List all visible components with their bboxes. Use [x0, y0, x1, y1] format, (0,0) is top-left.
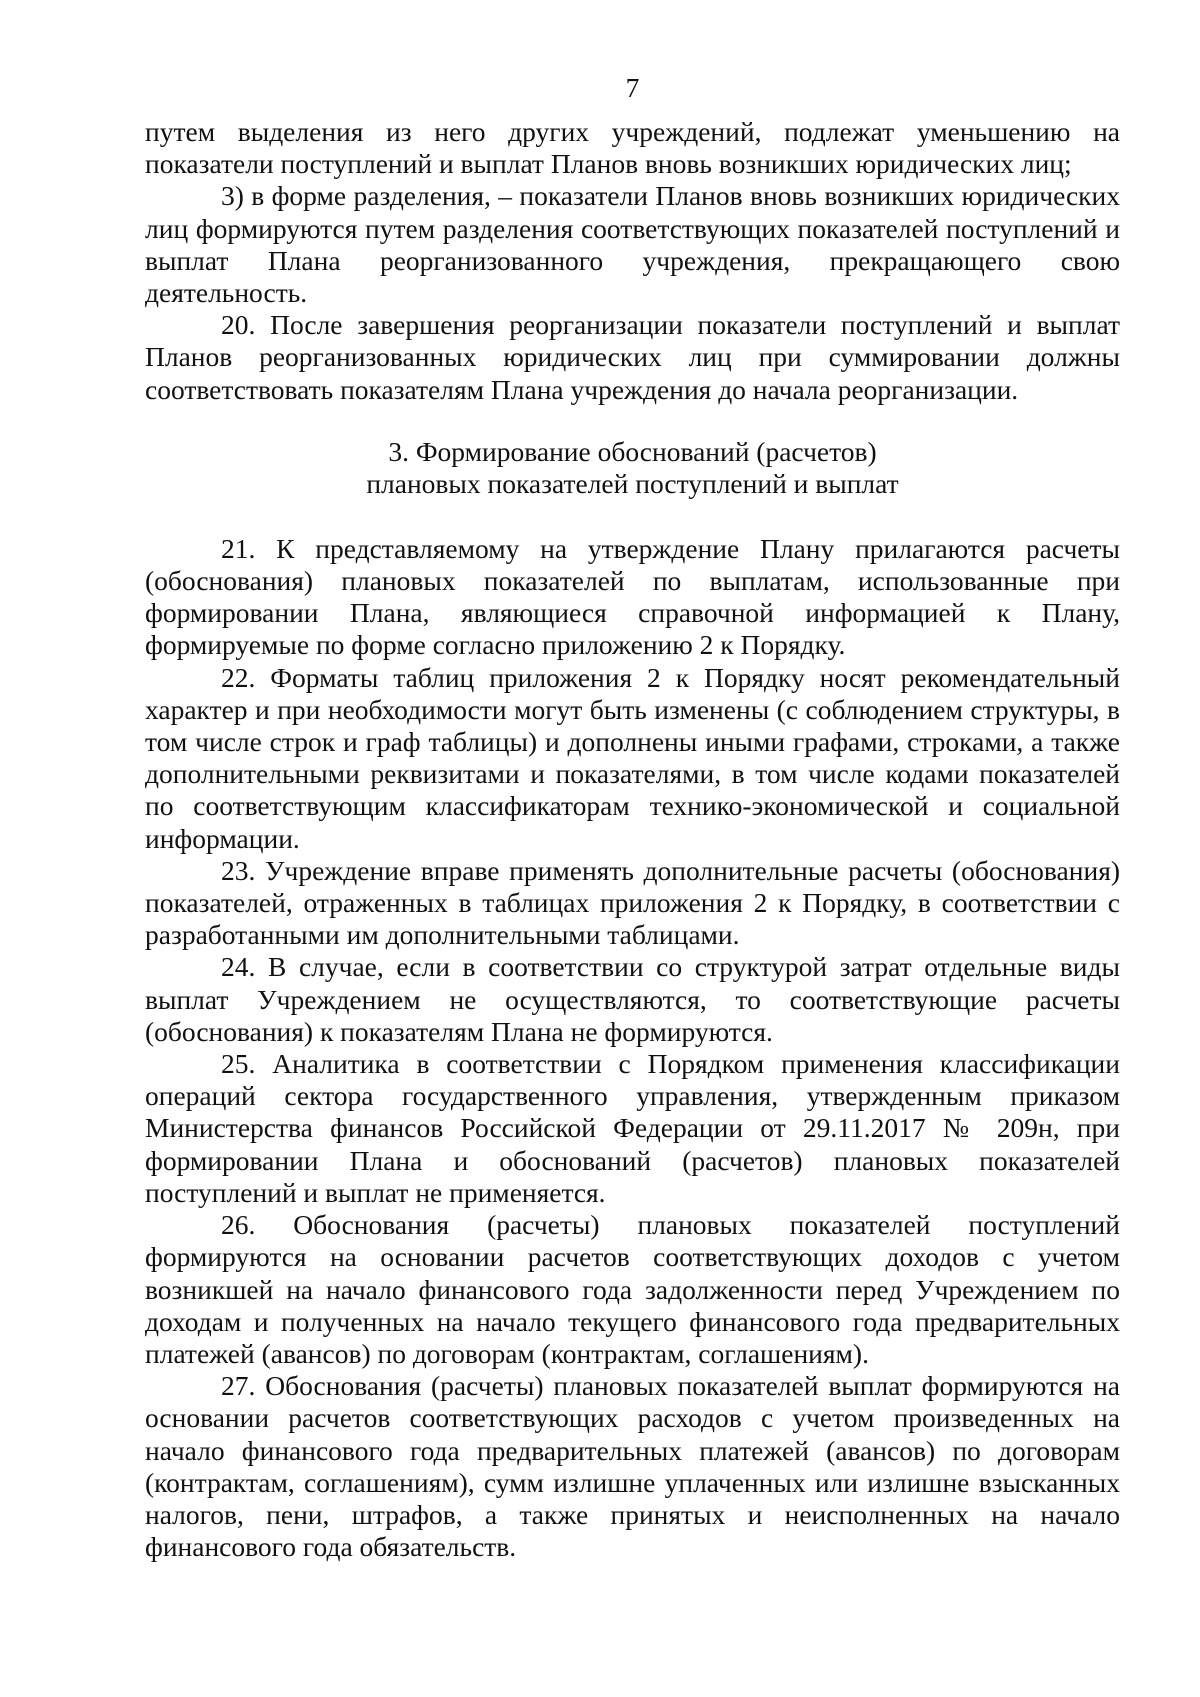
- paragraph-item-22: 22. Форматы таблиц приложения 2 к Порядку носят рекомендательный характер и при необходимости могут быть изменены (с соблюдением структуры, в том числе строк и граф таблицы) и дополнены иными графами, строками, а также дополнительными реквизитами и показателями, в том числе кодами показателей по соответствующим классификаторам технико-экономической и социальной информации.: [145, 661, 1120, 854]
- paragraph-item-20: 20. После завершения реорганизации показатели поступлений и выплат Планов реорганизованных юридических лиц при суммировании должны соответствовать показателям Плана учреждения до начала реорганизации.: [145, 309, 1120, 405]
- paragraph-item-21: 21. К представляемому на утверждение Плану прилагаются расчеты (обоснования) плановых показателей по выплатам, использованные при формировании Плана, являющиеся справочной информацией к Плану, формируемые по форме согласно приложению 2 к Порядку.: [145, 532, 1120, 661]
- section-title-line-1: 3. Формирование обоснований (расчетов): [388, 435, 877, 467]
- paragraph-item-23: 23. Учреждение вправе применять дополнительные расчеты (обоснования) показателей, отраженных в таблицах приложения 2 к Порядку, в соответствии с разработанными им дополнительными таблицами.: [145, 854, 1120, 951]
- document-page: [145, 72, 1120, 1563]
- section-title-line-2: плановых показателей поступлений и выплат: [366, 468, 899, 500]
- page-number: 7: [625, 72, 640, 103]
- paragraph-item-3: 3) в форме разделения, – показатели Планов вновь возникших юридических лиц формируются путем разделения соответствующих показателей поступлений и выплат Плана реорганизованного учреждения, прекращающего свою деятельность.: [145, 180, 1120, 309]
- paragraph-item-26: 26. Обоснования (расчеты) плановых показателей поступлений формируются на основании расчетов соответствующих доходов с учетом возникшей на начало финансового года задолженности перед Учреждением по доходам и полученных на начало текущего финансового года предварительных платежей (авансов) по договорам (контрактам, соглашениям).: [145, 1209, 1120, 1369]
- paragraph-item-25: 25. Аналитика в соответствии с Порядком применения классификации операций сектора государственного управления, утвержденным приказом Министерства финансов Российской Федерации от 29.11.2017 № 209н, при формировании Плана и обоснований (расчетов) плановых показателей поступлений и выплат не применяется.: [145, 1048, 1120, 1208]
- paragraph-item-27: 27. Обоснования (расчеты) плановых показателей выплат формируются на основании расчетов соответствующих расходов с учетом произведенных на начало финансового года предварительных платежей (авансов) по договорам (контрактам, соглашениям), сумм излишне уплаченных или излишне взысканных налогов, пени, штрафов, а также принятых и неисполненных на начало финансового года обязательств.: [145, 1370, 1120, 1563]
- section-heading: [145, 436, 1120, 501]
- paragraph-item-24: 24. В случае, если в соответствии со структурой затрат отдельные виды выплат Учреждением не осуществляются, то соответствующие расчеты (обоснования) к показателям Плана не формируются.: [145, 951, 1120, 1047]
- paragraph-continuation: путем выделения из него других учреждений, подлежат уменьшению на показатели поступлений и выплат Планов вновь возникших юридических лиц;: [145, 116, 1120, 180]
